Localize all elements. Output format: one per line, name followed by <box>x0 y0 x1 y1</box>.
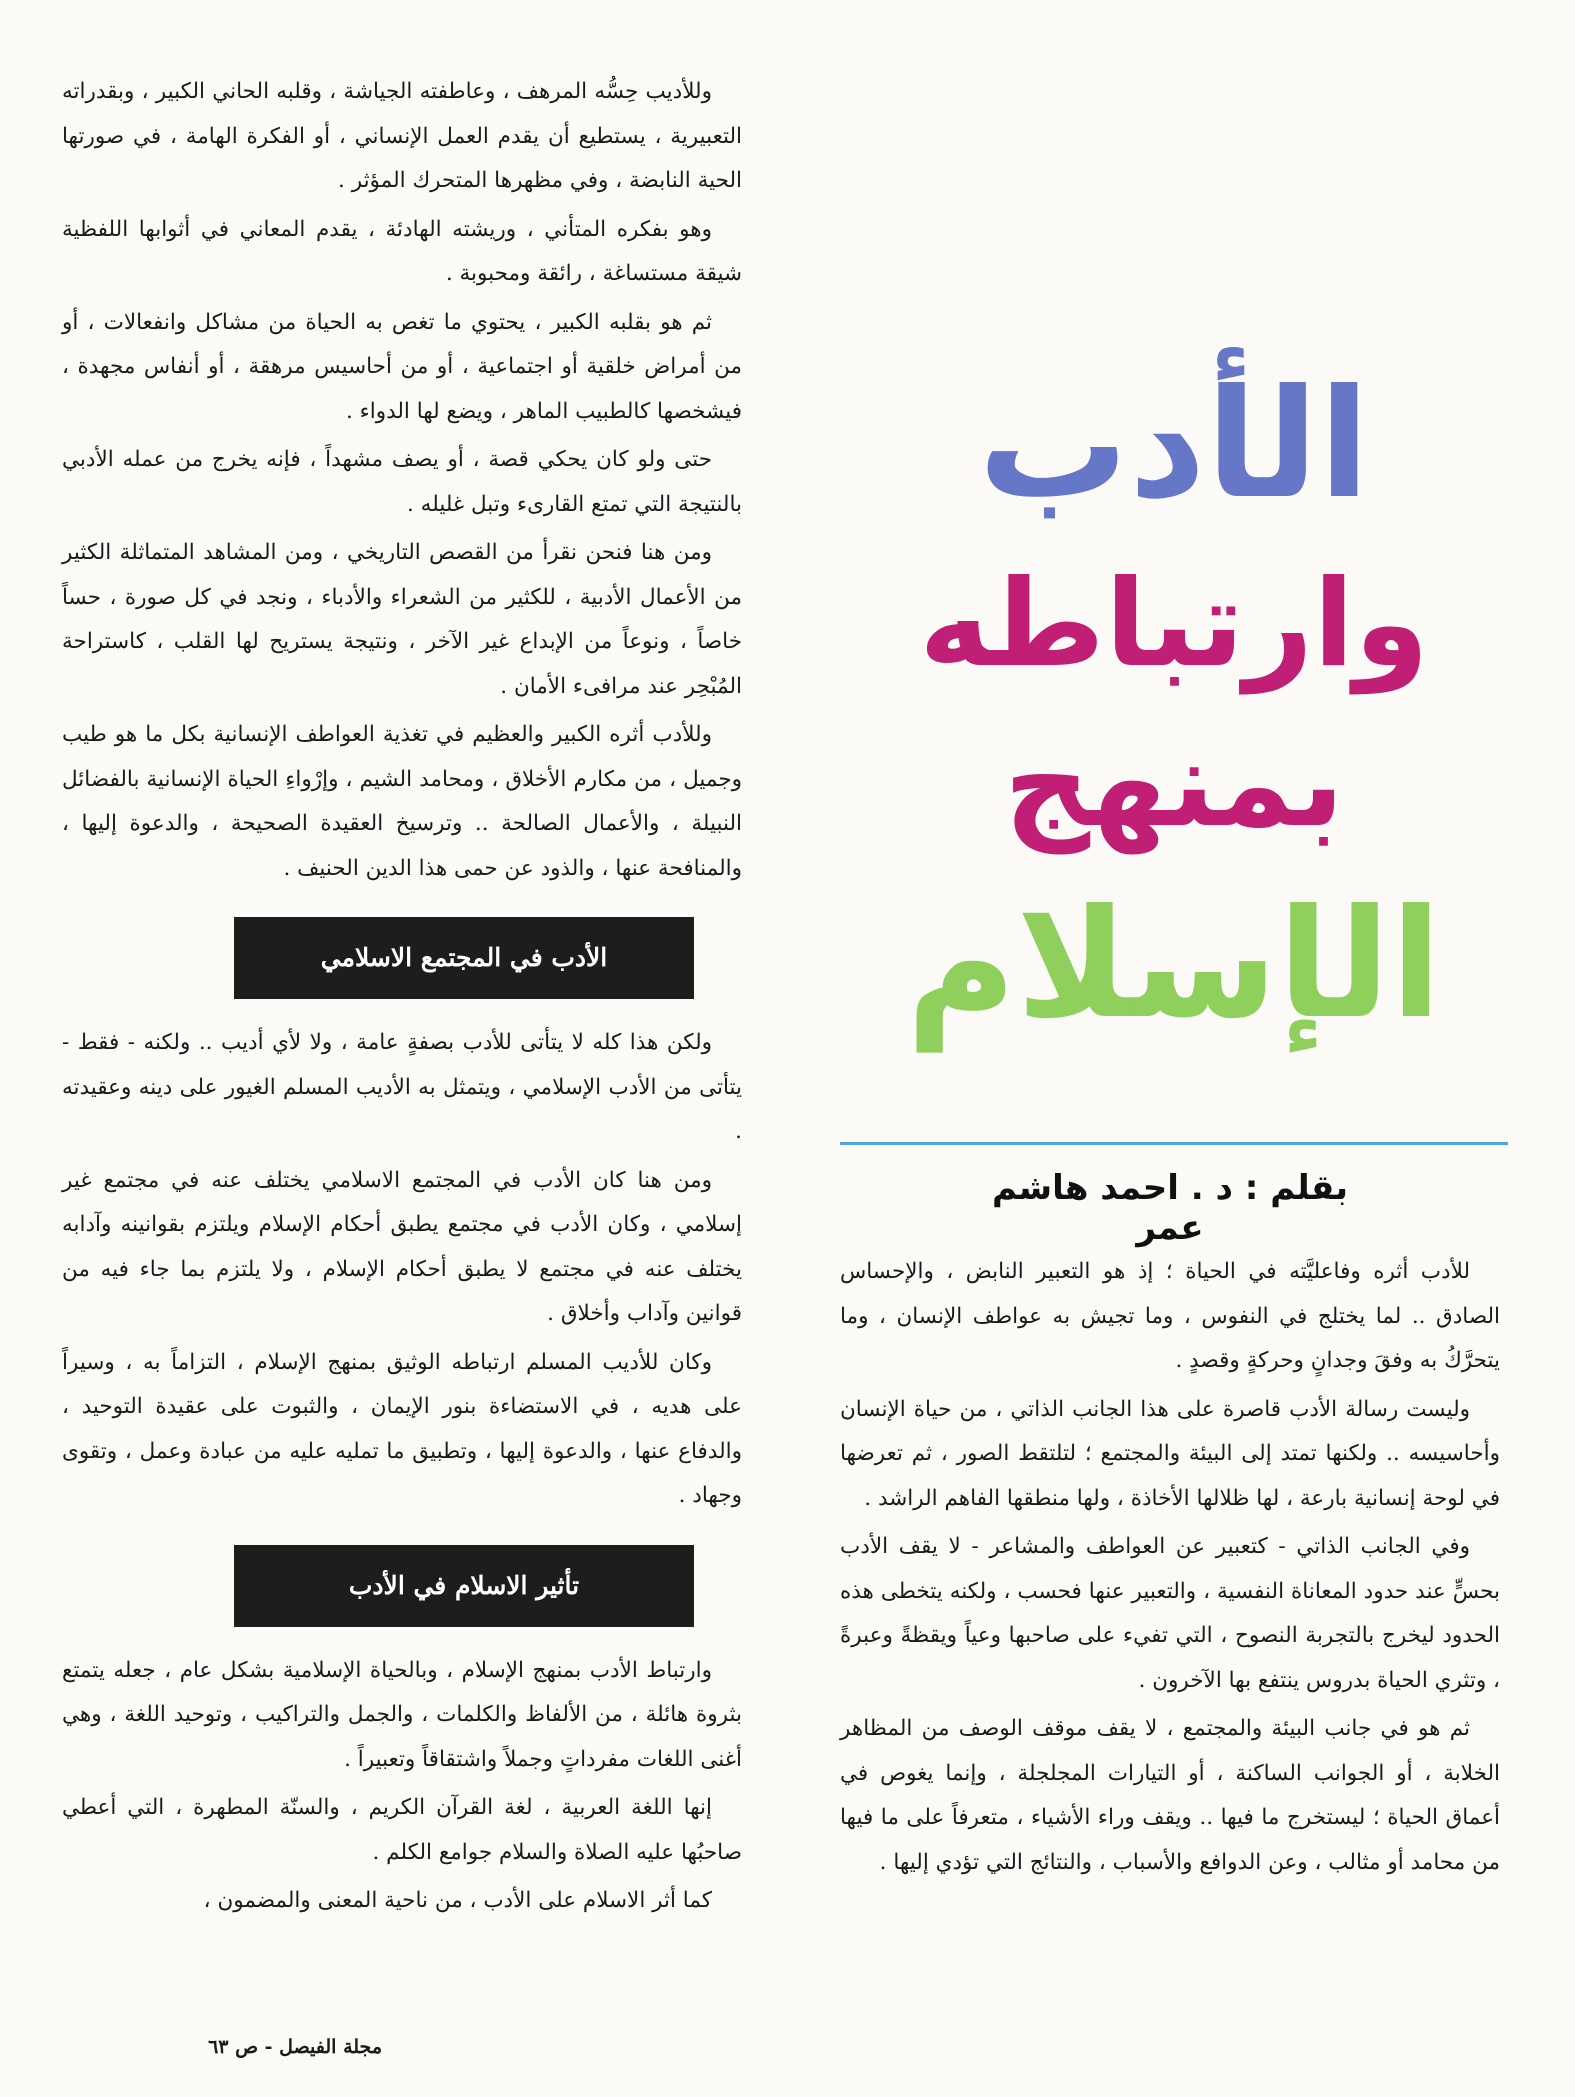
paragraph: وليست رسالة الأدب قاصرة على هذا الجانب الذاتي ، من حياة الإنسان وأحاسيسه .. ولكنها تمتد إلى البيئة والمجتمع ؛ لتلتقط الصور ، ثم تعرضها في لوحة إنسانية بارعة ، لها ظلالها الأخاذة ، ولها منطقها الفاهم الراشد . <box>840 1396 1500 1511</box>
title-line-connection: وارتباطه <box>919 555 1429 694</box>
paragraph: حتى ولو كان يحكي قصة ، أو يصف مشهداً ، فإنه يخرج من عمله الأدبي بالنتيجة التي تمتع القارىء وتبل غليله . <box>62 447 742 517</box>
paragraph: إنها اللغة العربية ، لغة القرآن الكريم ، والسنّة المطهرة ، التي أعطي صاحبُها عليه الصلاة والسلام جوامع الكلم . <box>62 1795 742 1865</box>
paragraph: ثم هو بقلبه الكبير ، يحتوي ما تغص به الحياة من مشاكل وانفعالات ، أو من أمراض خلقية أو اجتماعية ، أو من أحاسيس مرهقة ، أو أنفاس مجهدة ، فيشخصها كالطبيب الماهر ، ويضع لها الدواء . <box>62 309 742 424</box>
section-heading-islam-influence: تأثير الاسلام في الأدب <box>234 1545 694 1627</box>
article-title <box>840 345 1508 1065</box>
paragraph: وللأديب حِسُّه المرهف ، وعاطفته الجياشة ، وقلبه الحاني الكبير ، وبقدراته التعبيرية ، يستطيع أن يقدم العمل الإنساني ، أو الفكرة الهامة ، في صورتها الحية النابضة ، وفي مظهرها المتحرك المؤثر . <box>62 79 742 193</box>
title-line-literature: الأدب <box>978 358 1370 532</box>
paragraph: وهو بفكره المتأني ، وريشته الهادئة ، يقدم المعاني في أثوابها اللفظية شيقة مستساغة ، رائقة ومحبوبة . <box>62 216 742 286</box>
paragraph: ثم هو في جانب البيئة والمجتمع ، لا يقف موقف الوصف من المظاهر الخلابة ، أو الجوانب الساكنة ، أو التيارات المجلجلة ، وإنما يغوص في أعماق الحياة ؛ ليستخرج ما فيها .. ويقف وراء الأشياء ، متعرفاً على ما فيها من محامد أو مثالب ، وعن الدوافع والأسباب ، والنتائج التي تؤدي إليها . <box>840 1716 1500 1875</box>
title-line-islam: الإسلام <box>906 878 1442 1052</box>
right-column <box>840 1250 1500 1889</box>
paragraph: وكان للأديب المسلم ارتباطه الوثيق بمنهج الإسلام ، التزاماً به ، وسيراً على هديه ، في الاستضاءة بنور الإيمان ، والثبوت على عقيدة التوحيد ، والدفاع عنها ، والدعوة إليها ، وتطبيق ما تمليه عليه من عبادة وعمل ، وتقوى وجهاد . <box>62 1349 742 1508</box>
paragraph: ولكن هذا كله لا يتأتى للأدب بصفةٍ عامة ، ولا لأي أديب .. ولكنه - فقط - يتأتى من الأدب الإسلامي ، ويتمثل به الأديب المسلم الغيور على دينه وعقيدته . <box>62 1030 742 1144</box>
paragraph: وللأدب أثره الكبير والعظيم في تغذية العواطف الإنسانية بكل ما هو طيب وجميل ، من مكارم الأخلاق ، ومحامد الشيم ، وإرْواءِ الحياة الإنسانية بالفضائل النبيلة ، والأعمال الصالحة .. وترسيخ العقيدة الصحيحة ، والدعوة إليها ، والمنافحة عنها ، والذود عن حمى هذا الدين الحنيف . <box>62 722 742 881</box>
title-divider <box>840 1142 1508 1145</box>
section-heading-islamic-society: الأدب في المجتمع الاسلامي <box>234 917 694 999</box>
paragraph: ومن هنا كان الأدب في المجتمع الاسلامي يختلف عنه في مجتمع غير إسلامي ، وكان الأدب في مجتمع يطبق أحكام الإسلام ويلتزم بقوانينه وآدابه يختلف عنه في مجتمع لا يطبق أحكام الإسلام ، ولا يلتزم بما جاء فيه من قوانين وآداب وأخلاق . <box>62 1167 742 1326</box>
paragraph: للأدب أثره وفاعليَّته في الحياة ؛ إذ هو التعبير النابض ، والإحساس الصادق .. لما يختلج في النفوس ، وما تجيش به عواطف الإنسان ، وما يتحرَّكُ به وفقَ وجدانٍ وحركةٍ وقصدٍ . <box>840 1259 1500 1373</box>
paragraph: وارتباط الأدب بمنهج الإسلام ، وبالحياة الإسلامية بشكل عام ، جعله يتمتع بثروة هائلة ، من الألفاظ والكلمات ، والجمل والتراكيب ، وتوحيد اللغة ، وهي أغنى اللغات مفرداتٍ وجملاً واشتقاقاً وتعبيراً . <box>62 1657 742 1772</box>
paragraph: كما أثر الاسلام على الأدب ، من ناحية المعنى والمضمون ، <box>203 1888 712 1913</box>
page-footer: مجلة الفيصل - ص ٦٣ <box>208 2036 382 2058</box>
title-line-method: بمنهج <box>1003 715 1345 854</box>
paragraph: ومن هنا فنحن نقرأ من القصص التاريخي ، ومن المشاهد المتماثلة الكثير من الأعمال الأدبية ، للكثير من الشعراء والأدباء ، ونجد في كل صورة ، حساً خاصاً ، ونوعاً من الإبداع غير الآخر ، ونتيجة يستريح لها القلب ، كاستراحة المُبْحِر عند مرافىء الأمان . <box>62 540 742 699</box>
paragraph: وفي الجانب الذاتي - كتعبير عن العواطف والمشاعر - لا يقف الأدب بحسٍّ عند حدود المعاناة النفسية ، والتعبير عنها فحسب ، ولكنه يتخطى هذه الحدود ليخرج بالتجربة النصوح ، التي تفيء على صاحبها وعياً ويقظةً وعبرةً ، وتثري الحياة بدروس ينتفع بها الآخرون . <box>840 1534 1500 1693</box>
author-byline: بقلم : د . احمد هاشم عمر <box>992 1168 1348 1248</box>
left-column <box>62 70 742 1928</box>
